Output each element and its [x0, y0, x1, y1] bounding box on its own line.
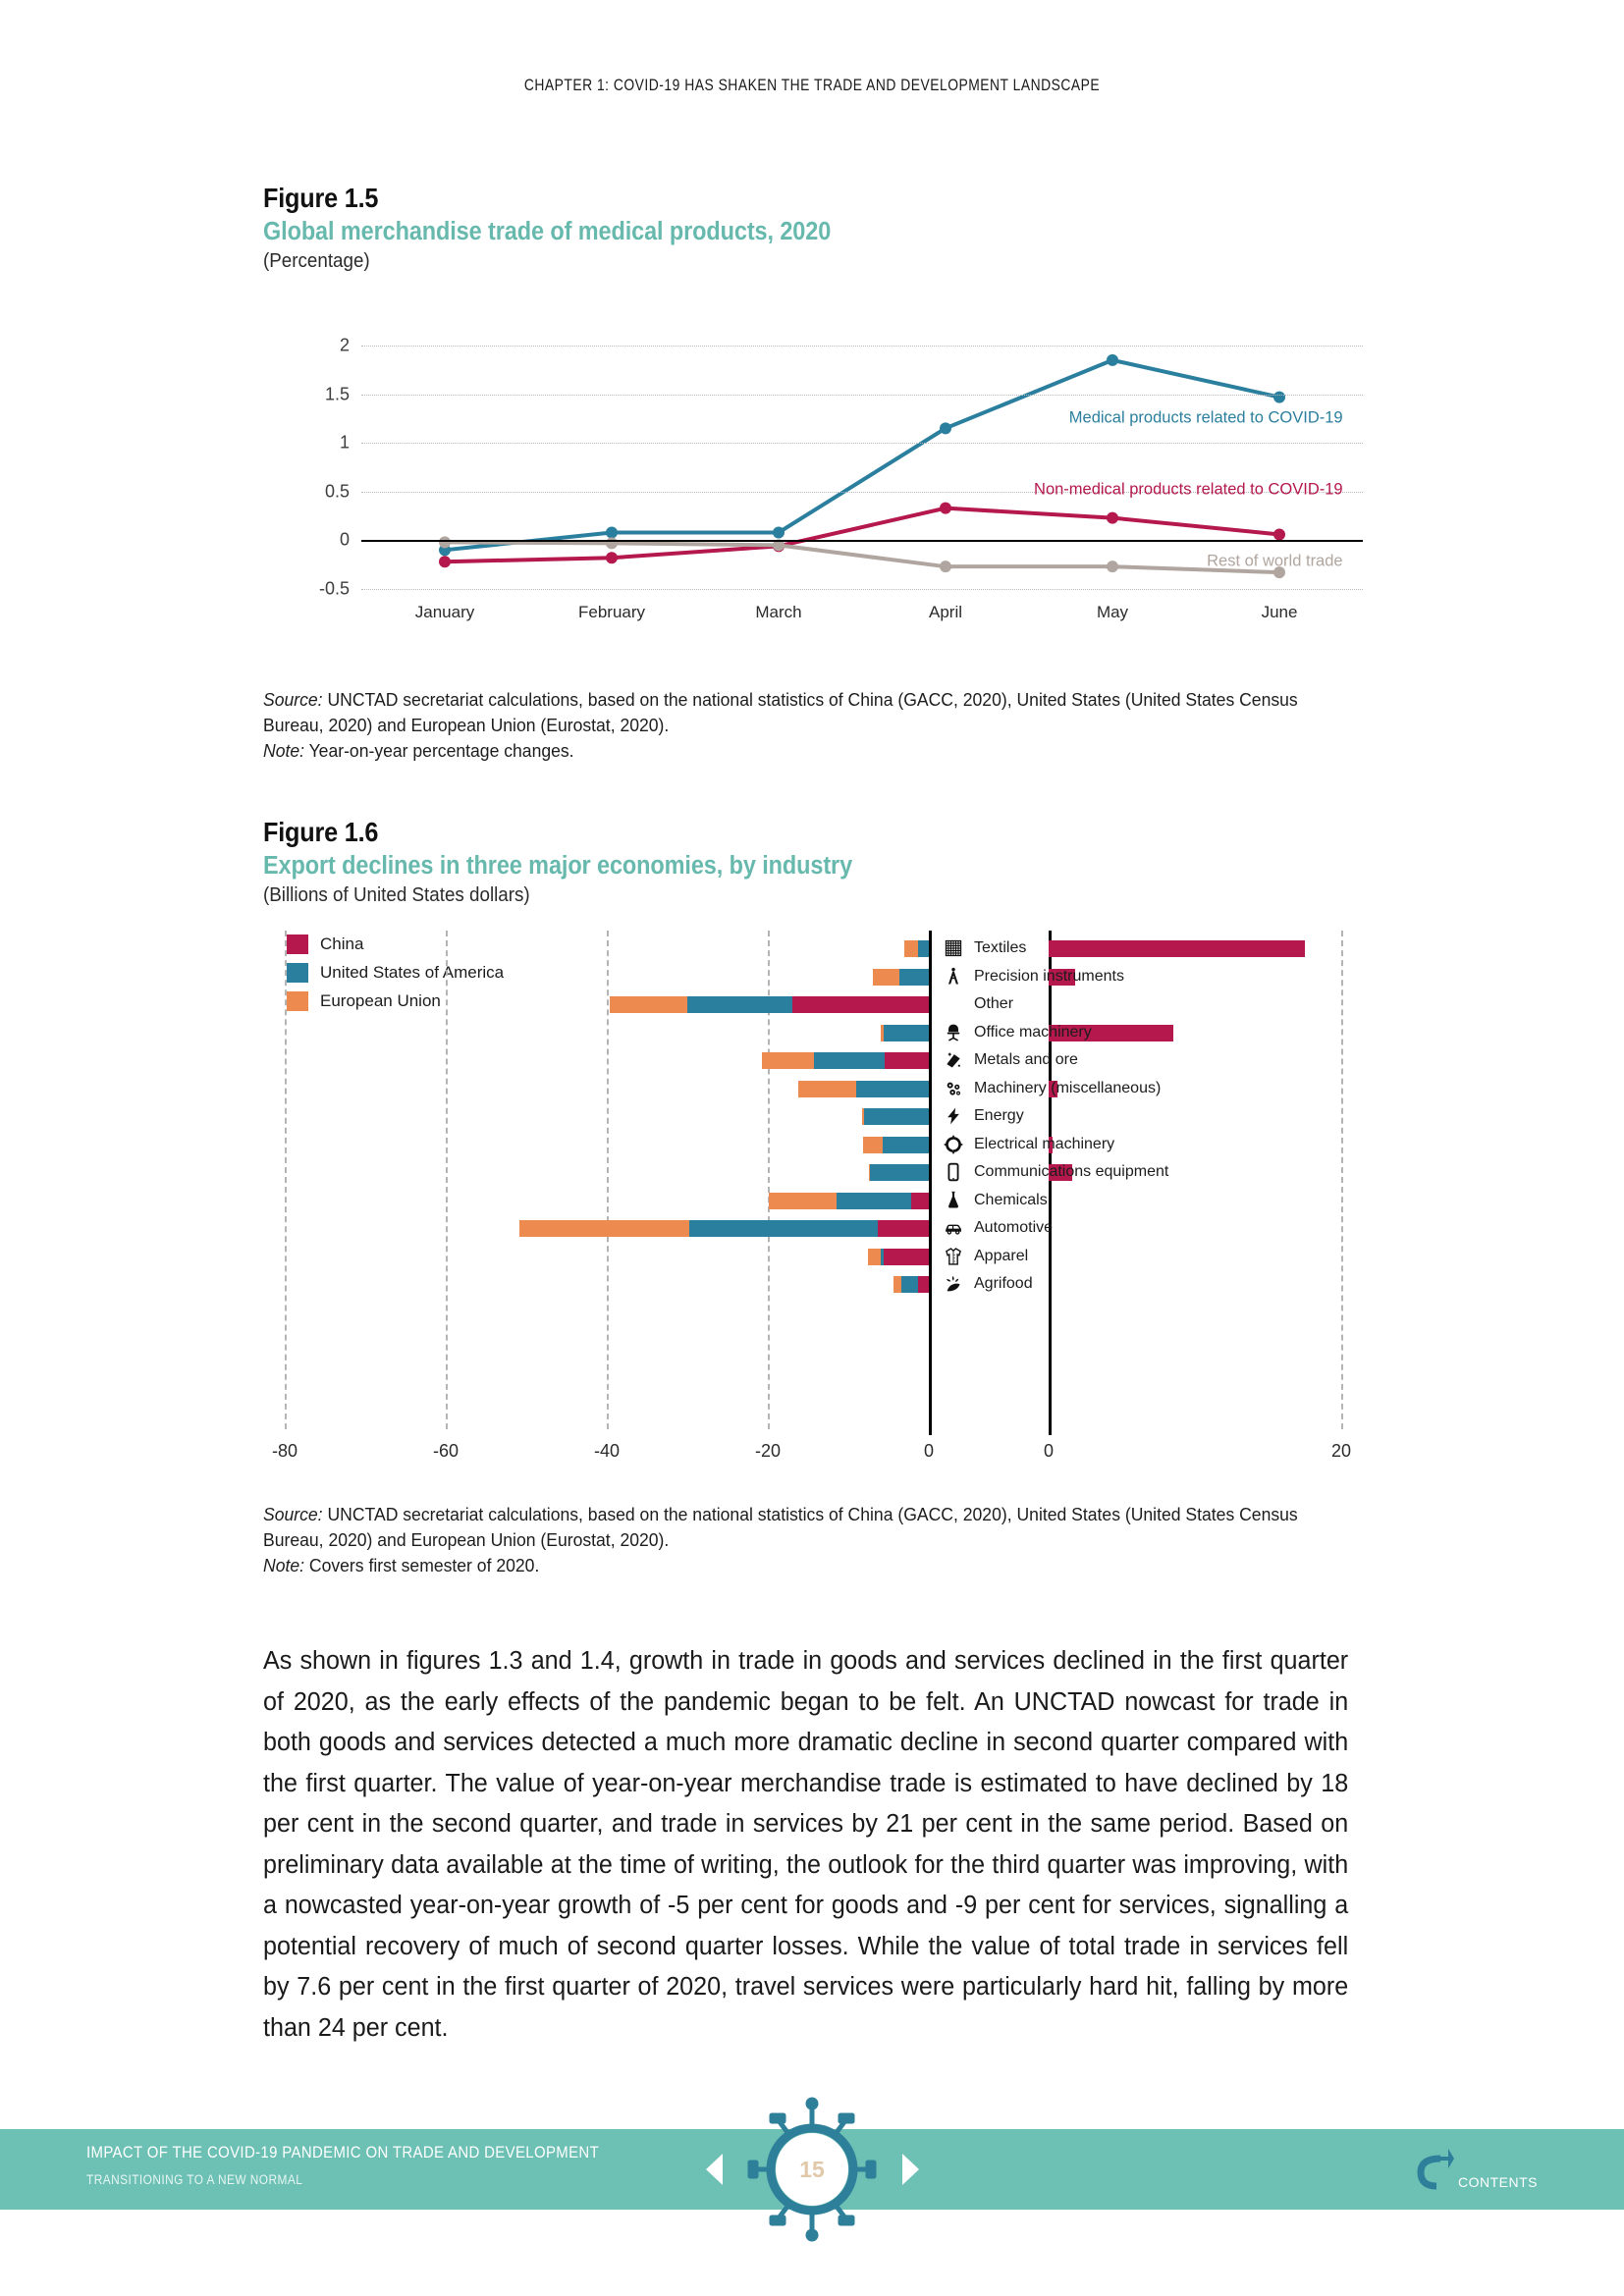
- electrical-machinery-icon: [941, 1134, 966, 1155]
- series-label: Non-medical products related to COVID-19: [1034, 480, 1343, 499]
- footer-title: IMPACT OF THE COVID-19 PANDEMIC ON TRADE AND DEVELOPMENT: [86, 2143, 600, 2162]
- category-label-text: Electrical machinery: [974, 1135, 1115, 1152]
- series-label: Medical products related to COVID-19: [1068, 408, 1343, 427]
- bar-segment: [792, 996, 929, 1013]
- category-label-row: [941, 1022, 1092, 1043]
- figure-1-6-unit: (Billions of United States dollars): [263, 884, 530, 906]
- bar-row: [263, 963, 1363, 990]
- source-text: UNCTAD secretariat calculations, based on the national statistics of China (GACC, 2020), United States (United States Census Bureau, 2020) and European Union (Eurostat, 2020).: [263, 1504, 1298, 1550]
- figure-1-5-note: [263, 738, 1308, 764]
- note-prefix: Note:: [263, 1555, 305, 1575]
- figure-1-6-source: [263, 1502, 1308, 1553]
- figure-1-5-source: [263, 687, 1308, 738]
- x-axis-tick-label: May: [1096, 603, 1129, 621]
- category-label-text: Apparel: [974, 1247, 1029, 1264]
- automotive-icon: [941, 1217, 966, 1239]
- figure-1-6-number: Figure 1.6: [263, 817, 379, 847]
- apparel-icon: [941, 1246, 966, 1267]
- bar-row: [263, 1131, 1363, 1158]
- figure-1-5-unit: (Percentage): [263, 250, 370, 272]
- figure-1-5-number: Figure 1.5: [263, 183, 379, 213]
- x-axis-tick-label: 20: [1330, 1441, 1352, 1461]
- gridline: [361, 395, 1363, 396]
- bar-segment: [904, 940, 917, 957]
- category-label-row: [941, 1078, 1161, 1099]
- category-label-row: [941, 1161, 1168, 1183]
- machinery-misc-icon: [941, 1078, 966, 1099]
- bar-segment: [862, 1108, 864, 1125]
- bar-row: [263, 934, 1363, 962]
- legend-label: European Union: [320, 991, 441, 1010]
- category-label-row: [941, 1217, 1053, 1239]
- x-axis-tick-label: -40: [593, 1441, 621, 1461]
- x-axis-tick-label: -60: [432, 1441, 460, 1461]
- category-label-row: [941, 1049, 1078, 1071]
- bar-segment: [918, 1276, 929, 1293]
- triangle-left-icon[interactable]: [706, 2154, 723, 2185]
- series-label: Rest of world trade: [1207, 552, 1343, 570]
- y-axis-tick-label: 2: [339, 335, 350, 355]
- data-point-marker: [1107, 512, 1118, 524]
- source-text: UNCTAD secretariat calculations, based on the national statistics of China (GACC, 2020), United States (United States Census Bureau, 2020) and European Union (Eurostat, 2020).: [263, 689, 1298, 735]
- chemicals-icon: [941, 1190, 966, 1211]
- bar-row: [263, 1187, 1363, 1214]
- data-point-marker: [1273, 392, 1285, 403]
- data-point-marker: [773, 526, 785, 538]
- category-label-text: Textiles: [974, 939, 1027, 956]
- figure-1-5-source-note: [263, 687, 1308, 764]
- bar-segment: [884, 1025, 929, 1041]
- gridline: [361, 443, 1363, 444]
- bar-row: [263, 990, 1363, 1018]
- bar-segment: [878, 1220, 929, 1237]
- bar-segment: [689, 1220, 878, 1237]
- agrifood-icon: [941, 1273, 966, 1295]
- bar-segment: [519, 1220, 688, 1237]
- communications-equipment-icon: [941, 1161, 966, 1183]
- note-text: Covers first semester of 2020.: [304, 1555, 540, 1575]
- other-icon: [941, 993, 966, 1015]
- data-point-marker: [606, 552, 618, 563]
- figure-1-5-title: Global merchandise trade of medical products, 2020: [263, 218, 832, 245]
- bar-segment: [884, 1249, 929, 1265]
- bar-segment: [893, 1276, 901, 1293]
- x-axis-tick-label: 0: [1043, 1441, 1055, 1461]
- bar-segment: [885, 1052, 929, 1069]
- data-point-marker: [606, 526, 618, 538]
- office-machinery-icon: [941, 1022, 966, 1043]
- x-axis-tick-label: -20: [754, 1441, 782, 1461]
- triangle-right-icon[interactable]: [902, 2154, 919, 2185]
- category-label-row: [941, 1105, 1024, 1127]
- bar-row: [263, 1214, 1363, 1242]
- running-head: CHAPTER 1: COVID-19 HAS SHAKEN THE TRADE AND DEVELOPMENT LANDSCAPE: [523, 77, 1101, 94]
- page-footer: [0, 2129, 1624, 2210]
- x-axis-tick-label: January: [414, 603, 475, 621]
- category-label-row: [941, 1246, 1028, 1267]
- category-label-text: Chemicals: [974, 1191, 1048, 1208]
- bar-row: [263, 1243, 1363, 1270]
- bar-segment: [881, 1249, 884, 1265]
- y-axis-tick-label: 0.5: [324, 481, 350, 502]
- bar-segment: [901, 1276, 918, 1293]
- figure-1-6-header: [263, 817, 1363, 907]
- bar-segment: [687, 996, 792, 1013]
- category-label-row: [941, 937, 1026, 959]
- gridline: [361, 346, 1363, 347]
- bar-segment: [798, 1081, 856, 1097]
- x-axis-tick-label: February: [577, 603, 646, 621]
- line-plot-area: [318, 335, 1363, 621]
- category-label-row: [941, 966, 1124, 988]
- return-arrow-icon: [1411, 2147, 1454, 2192]
- category-label-text: Communications equipment: [974, 1163, 1169, 1180]
- precision-instruments-icon: [941, 966, 966, 988]
- metals-and-ore-icon: [941, 1049, 966, 1071]
- category-label-row: [941, 1190, 1048, 1211]
- bar-row: [263, 1046, 1363, 1074]
- bar-segment: [869, 1164, 871, 1181]
- category-label-text: Machinery (miscellaneous): [974, 1079, 1162, 1096]
- bar-segment: [863, 1137, 884, 1153]
- source-prefix: Source:: [263, 689, 323, 710]
- bar-row: [263, 1075, 1363, 1102]
- bar-segment: [868, 1249, 881, 1265]
- data-point-marker: [439, 556, 451, 567]
- category-label-text: Agrifood: [974, 1275, 1033, 1292]
- data-point-marker: [1107, 561, 1118, 572]
- x-axis-tick-label: -80: [271, 1441, 298, 1461]
- x-axis-tick-label: April: [928, 603, 963, 621]
- figure-1-6-source-note: [263, 1502, 1308, 1578]
- source-prefix: Source:: [263, 1504, 323, 1524]
- bar-segment: [864, 1108, 929, 1125]
- category-label-row: [941, 1134, 1114, 1155]
- category-label-row: [941, 993, 1013, 1015]
- category-label-text: Precision instruments: [974, 967, 1124, 985]
- figure-1-6-note: [263, 1553, 1308, 1578]
- y-axis-tick-label: 1: [339, 432, 350, 453]
- legend-label: United States of America: [320, 963, 505, 982]
- zero-axis-line: [361, 540, 1363, 542]
- y-axis-tick-label: -0.5: [318, 578, 350, 599]
- contents-link[interactable]: [1411, 2147, 1538, 2192]
- y-axis-tick-label: 0: [339, 529, 350, 550]
- bar-segment: [1049, 940, 1305, 957]
- category-label-text: Metals and ore: [974, 1051, 1078, 1068]
- y-axis-tick-label: 1.5: [324, 384, 350, 404]
- body-paragraph: As shown in figures 1.3 and 1.4, growth in trade in goods and services declined in the first quarter of 2020, as the early effects of the pandemic began to be felt. An UNCTAD nowcast for trade in both goods and services detected a much more dramatic decline in second quarter compared with the first quarter. The value of year-on-year merchandise trade is estimated to have declined by 18 per cent in the second quarter, and trade in services by 21 per cent in the same period. Based on preliminary data available at the time of writing, the outlook for the third quarter was improving, with a nowcasted year-on-year growth of -5 per cent for goods and -9 per cent for services, signalling a potential recovery of much of second quarter losses. While the value of total trade in services fell by 7.6 per cent in the first quarter of 2020, travel services were particularly hard hit, falling by more than 24 per cent.: [263, 1647, 1349, 2042]
- category-label-text: Other: [974, 995, 1014, 1012]
- footer-subtitle: TRANSITIONING TO A NEW NORMAL: [86, 2172, 303, 2187]
- textiles-icon: [941, 937, 966, 959]
- contents-label: CONTENTS: [1458, 2174, 1538, 2190]
- figure-1-5-line-chart: [263, 335, 1363, 640]
- figure-1-5-header: [263, 183, 1363, 273]
- data-point-marker: [940, 503, 951, 514]
- x-axis-tick-label: 0: [923, 1441, 935, 1461]
- bar-row: [263, 1102, 1363, 1130]
- bar-segment: [899, 969, 929, 986]
- bar-segment: [881, 1025, 884, 1041]
- bar-row: [263, 1270, 1363, 1298]
- bar-segment: [769, 1193, 837, 1209]
- data-point-marker: [940, 422, 951, 434]
- legend-label: China: [320, 934, 364, 953]
- data-point-marker: [606, 537, 618, 549]
- bar-row: [263, 1158, 1363, 1186]
- bar-segment: [856, 1081, 929, 1097]
- bar-segment: [762, 1052, 813, 1069]
- data-point-marker: [1107, 354, 1118, 366]
- energy-icon: [941, 1105, 966, 1127]
- category-label-text: Office machinery: [974, 1023, 1092, 1041]
- note-text: Year-on-year percentage changes.: [304, 740, 574, 761]
- bar-plot-area: [263, 931, 1363, 1480]
- x-axis-tick-label: June: [1261, 603, 1298, 621]
- data-point-marker: [1273, 528, 1285, 540]
- bar-segment: [873, 969, 900, 986]
- bar-segment: [610, 996, 687, 1013]
- figure-1-6-title: Export declines in three major economies, by industry: [263, 852, 853, 880]
- bar-segment: [814, 1052, 885, 1069]
- bar-segment: [883, 1137, 929, 1153]
- bar-row: [263, 1019, 1363, 1046]
- page-number-badge: [738, 2096, 886, 2243]
- figure-1-6-bar-chart: [263, 931, 1363, 1480]
- category-label-text: Automotive: [974, 1219, 1054, 1236]
- category-label-row: [941, 1273, 1033, 1295]
- category-label-text: Energy: [974, 1107, 1024, 1124]
- note-prefix: Note:: [263, 740, 305, 761]
- bar-segment: [837, 1193, 911, 1209]
- bar-segment: [918, 940, 929, 957]
- data-point-marker: [940, 561, 951, 572]
- gridline: [361, 589, 1363, 590]
- x-axis-tick-label: March: [755, 603, 802, 621]
- bar-segment: [911, 1193, 929, 1209]
- page-number-text: 15: [799, 2157, 825, 2182]
- bar-segment: [870, 1164, 929, 1181]
